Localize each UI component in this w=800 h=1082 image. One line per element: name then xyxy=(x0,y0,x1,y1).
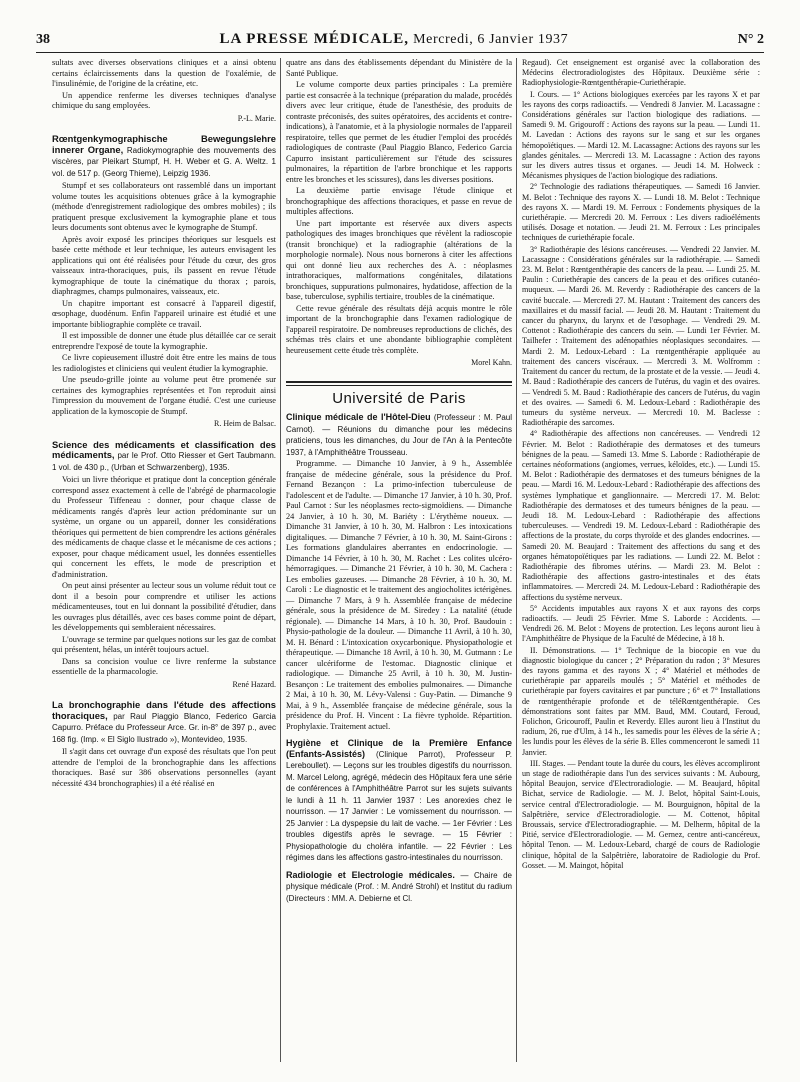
column-divider xyxy=(516,58,517,1062)
paragraph: Le volume comporte deux parties principales : La première partie est consacrée à la technique (préparation du malade, procédés divers avec leur critique, étude de l'anesthésie, des produits de contraste préconisés, des suites opératoires, des accidents et contre-indications), à l'anatomie, et à la physiologie normales de l'appareil respiratoire, telles que permet de les étudier l'emploi des procédés radiologiques de contraste (Paul Piaggio Blanco, Federico Garcia Capurro insistant particulièrement sur l'étude des scissures pulmonaires, la répartition de l'arbre bronchique et les rapports entre les bronches et les scissures), dans les diverses positions. xyxy=(286,80,512,184)
section-rule xyxy=(286,381,512,383)
book-title: Science des médicaments et classification des médicaments, xyxy=(52,438,276,460)
course-heading xyxy=(286,412,512,458)
paragraph: La deuxième partie envisage l'étude clinique et bronchographique des affections thoraciques, et passe en revue de multiples affections. xyxy=(286,186,512,216)
course-title: Clinique médicale de l'Hôtel-Dieu xyxy=(286,412,431,422)
review-signature: René Hazard. xyxy=(232,679,276,689)
issue-date: Mercredi, 6 Janvier 1937 xyxy=(413,32,569,47)
course-title: Radiologie et Electrologie médicales. xyxy=(286,869,455,880)
paragraph: Stumpf et ses collaborateurs ont rassemblé dans un important volume toutes les acquisitions obtenues grâce à la kymographie (méthode d'enregistrement radiologique des ombres mobiles) ; ils pratiquent presque exclusivement la kymographie plane et tous leurs documents sont obtenus avec le kymographe de Stumpf. xyxy=(52,181,276,232)
paragraph: On peut ainsi présenter au lecteur sous un volume réduit tout ce dont il a besoin pour comprendre et utiliser les actions médicamenteuses, tout en lui donnant la possibilité d'étudier, dans les ouvrages plus détaillés, avec ces bases comme point de départ, les développements qui sembleraient nécessaires. xyxy=(52,581,276,632)
column-3 xyxy=(522,58,760,1076)
paragraph: Ce livre copieusement illustré doit être entre les mains de tous les radiologistes et cliniciens qui veulent étudier la kymographie. xyxy=(52,353,276,373)
paragraph: Dans sa concision voulue ce livre renferme la substance essentielle de la pharmacologie. xyxy=(52,656,276,676)
paragraph: Un chapitre important est consacré à l'appareil digestif, œsophage, duodénum. Enfin l'appareil urinaire est étudié et une importante bibliographie complète ce travail. xyxy=(52,298,276,329)
column-1 xyxy=(52,58,276,1076)
paragraph: II. Démonstrations. — 1° Technique de la biocopie en vue du diagnostic biologique du cancer ; 2° Préparation du radon ; 3° Mesures des rayons gamma et des rayons X ; 4° Matériel et méthodes de curiethérapie par appareils moulés ; 5° Matériel et méthodes de curiethérapie par foyers cavitaires et par puncture ; 6° et 7° Installations de rœntgenthérapie profonde et de téléRœntgenthérapie. Ces démonstrations sont faites par MM. Baud, MM. Coutard, Feroud, Folichon, Gricouroff, Paulin et Reverdy. Elles auront lieu à l'Institut du radium, 26, rue d'Ulm, à 14 h., les samedis pour les élèves de la série A ; les lundis pour les élèves de la série B. Elles commenceront le samedi 11 Janvier. xyxy=(522,645,760,757)
section-title: Université de Paris xyxy=(332,389,466,407)
paragraph: L'ouvrage se termine par quelques notions sur les gaz de combat qui présentent, hélas, un intérêt toujours actuel. xyxy=(52,634,276,654)
course-heading xyxy=(286,738,512,864)
paragraph: Programme. — Dimanche 10 Janvier, à 9 h., Assemblée française de médecine générale, sous la présidence du Prof. Fernand Bezançon : La primo-infection tuberculeuse de l'adolescent et de l'adulte. — Dimanche 17 Janvier, à 10 h. 30, Prof. Paul Carnot : Sur les néoplasmes recto-sigmoïdiens. — Dimanche 24 Janvier, à 10 h. 30, M. Bariéty : L'érythème noueux. — Dimanche 31 Janvier, à 10 h. 30, M. Halbron : Les intoxications digitaliques. — Dimanche 7 Février, à 10 h. 30, M. Saint-Girons : Les formations glandulaires aberrantes en endocrinologie. — Dimanche 14 Février, à 10 h. 30, M. Rachet : Les colites ulcéro-hémorragiques. — Dimanche 21 Février, à 10 h. 30, M. Cachera : Les embolies gazeuses. — Dimanche 28 Février, à 10 h. 30, M. Caroli : Le diagnostic et le traitement des angiocholites ictérigènes. — Dimanche 7 Mars, à 9 h. Assemblée française de médecine générale, sous la présidence de M. Siredey : La natalité (étude régionale). — Dimanche 14 Mars, à 10 h. 30, Prof. Baudouin : Physio-pathologie de la douleur. — Dimanche 11 Avril, à 10 h. 30, M. H. Bénard : L'intoxication oxycarbonique. Physiopathologie et thérapeutique. — Dimanche 18 Avril, à 10 h. 30, M. Gutmann : Le cancer ulcériforme de l'estomac. Diagnostic clinique et radiologique. — Dimanche 25 Avril, à 10 h. 30, M. Justin-Besançon : Le traitement des embolies pulmonaires. — Dimanche 2 Mai, à 10 h. 30, M. Lévy-Valensi : Guy-Patin. — Dimanche 9 Mai, à 9 h., Assemblée française de médecine générale, sous la présidence du Prof. H. Vincent : La fièvre typhoïde. Répartition. Prophylaxie. Traitement actuel. xyxy=(286,459,512,731)
book-title: Rœntgenkymographische Bewegungslehre innerer Organe, xyxy=(52,133,276,155)
paragraph: I. Cours. — 1° Actions biologiques exercées par les rayons X et par les rayons des corps radioactifs. — Vendredi 8 Janvier. M. Lacassagne : Considérations générales sur l'action biologique des radiations. — Samedi 9. M. Grigouroff : Actions des rayons sur la peau. — Lundi 11. M. Lavedan : Actions des rayons sur le sang et sur les organes hémopoïétiques. — Mardi 12. M. Lacassagne: Actions des rayons sur les glandes génitales. — Mercredi 13. M. Lacassagne : Action des rayons sur les divers autres tissus et organes. — Jeudi 14. M. Holweck : Mécanismes physiques de l'action biologique des radiations. xyxy=(522,89,760,181)
book-review-heading xyxy=(52,134,276,179)
paragraph: Cette revue générale des résultats déjà acquis montre le rôle important de la bronchographie dans l'examen radiologique de l'appareil respiratoire. De nombreuses reproductions de clichés, des schémas très clairs et une abondante bibliographie complètent heureusement cette étude très complète. xyxy=(286,303,512,355)
paragraph: Un appendice renferme les diverses techniques d'analyse chimique du sang employées. xyxy=(52,90,276,110)
book-reference: par Raul Piaggio Blanco, Federico Garcia Capurro. Préface du Professeur Arce. Gr. in-8° de 397 p., avec 168 fig. (Imp. « El Siglo Ilustrado »), Montevideo, 1935. xyxy=(52,711,276,744)
journal-name: LA PRESSE MÉDICALE, xyxy=(219,31,409,47)
course-title: Hygiène et Clinique de la Première Enfance (Enfants-Assistés) xyxy=(286,738,512,759)
paragraph: Voici un livre théorique et pratique dont la conception générale correspond assez exactement à celle de l'abrégé de pharmacologie du Professeur Tiffeneau : donner, pour chaque classe de médicaments rangés d'après leur action prédominante sur un système, un organe ou un appareil, donner les considérations théoriques qui permettent de bien comprendre les actions générales des médicaments de chaque classe et le mécanisme de ces actions ; exposer, pour chaque médicament usuel, les données essentielles qui concernent les effets, le mode de prescription et d'administration. xyxy=(52,475,276,579)
column-2 xyxy=(286,58,512,1076)
page-number: 38 xyxy=(36,32,50,47)
paragraph: Il est impossible de donner une étude plus détaillée car ce serait entreprendre l'exposé de toute la kymographie. xyxy=(52,331,276,351)
paragraph: Il s'agit dans cet ouvrage d'un exposé des résultats que l'on peut attendre de l'emploi de la bronchographie dans les affections thoraciques. Basé sur 386 observations personnelles (ayant nécessité 434 bronchographies) il a été réalisé en xyxy=(52,747,276,788)
column-divider xyxy=(280,58,281,1062)
book-title: La bronchographie dans l'étude des affections thoraciques, xyxy=(52,699,276,721)
course-intro: (Professeur : M. Paul Carnot). — Réunions du dimanche pour les médecins praticiens, tous les dimanches, du Jour de l'An à la Pentecôte 1937, à l'Amphithéâtre Trousseau. xyxy=(286,413,512,457)
review-signature: Morel Kahn. xyxy=(471,358,512,367)
paragraph: III. Stages. — Pendant toute la durée du cours, les élèves accompliront un stage de radiothérapie dans l'un des services suivants : M. Aubourg, hôpital Beaujon, service d'Electroradiologie. — M. Beaujard, hôpital Bichat, service de Radiologie. — M. J. Belot, hôpital Saint-Louis, service central d'Electroradiologie. — M. Bourguignon, hôpital de la Salpêtrière, service d'Electroradiologie. — M. Cottenot, hôpital Broussais, service d'Electroradiographie. — M. Delherm, hôpital de la Pitié, service d'Electroradiologie. — M. Gernez, centre anti-cancéreux, hôpital Tenon. — M. Ledoux-Lebard, chargé de cours de Radiologie clinique, hôpital de la Salpêtrière, laboratoire de Radiologie du Prof. Gosset. — M. Maingot, hôpital xyxy=(522,758,760,870)
book-reference: par le Prof. Otto Riesser et Gert Taubmann. 1 vol. de 430 p., (Urban et Schwarzenberg), 1935. xyxy=(52,451,276,472)
review-continuation: sultats avec diverses observations cliniques et a ainsi obtenu certains éclaircissements dans la question de l'oxalémie, de l'insulinémie, de l'origine de la créatine, etc. xyxy=(52,58,276,88)
paragraph: Une pseudo-grille jointe au volume peut être promenée sur certaines des kymographies représentées et l'on reproduit ainsi l'impression du mouvement de l'organe étudié. C'est une curieuse application de la kymoscopie de Stumpf. xyxy=(52,375,276,416)
running-title xyxy=(220,31,569,48)
book-review-heading xyxy=(52,700,276,745)
paragraph: 4° Radiothérapie des affections non cancéreuses. — Vendredi 12 Février. M. Belot : Radiothérapie des dermatoses et des tumeurs bénignes de la peau. — Samedi 13. Mme S. Laborde : Radiothérapie de certaines néoformations (angiomes, verrues, kéloïdes, etc.). — Lundi 15. M. Belot : Radiothérapie des dermatoses et des tumeurs bénignes de la peau. — Mardi 16. M. Ledoux-Lebard : Radiothérapie des affections des systèmes lymphatique et ganglionnaire. — Mercredi 17. M. Belot: Radiothérapie des dermatoses et des tumeurs bénignes de la peau. — Jeudi 18. M. Ledoux-Lebard : Radiothérapie des affections tuberculeuses. — Vendredi 19. M. Ledoux-Lebard : Radiothérapie des affections de la prostate, du corps thyroïde et des glandes endocrines. — Samedi 20. M. Beaujard : Traitement des affections du sang et des organes hématopoïétiques par les radiations. — Lundi 22. M. Belot : Radiothérapie des fibromes utérins. — Mardi 23. M. Belot : Radiothérapie des affections gastro-intestinales et des états inflammatoires. — Mercredi 24. M. Ledoux-Lebard : Radiothérapie des affections du système nerveux. xyxy=(522,429,760,602)
paragraph: Une part importante est réservée aux divers aspects pathologiques des images bronchiques que révèlent la radioscopie (transit bronchique) et la radiographie (altérations de la morphologie normale). Nous nous bornerons à citer les affections qui ont donné lieu aux recherches des A. : néoplasmes intrathoraciques, malformations congénitales, dilatations bronchiques, suppurations pulmonaires, hydatidose, affection de la base, tuberculose, syphilis tertiaire, troubles de la cinématique. xyxy=(286,218,512,301)
page-header xyxy=(36,26,764,53)
course-intro: (Clinique Parrot), Professeur P. Lereboullet). — Leçons sur les troubles digestifs du nourrisson. M. Marcel Lelong, agrégé, médecin des Hôpitaux fera une série de conférences à l'Amphithéâtre Parrot sur les sujets suivants le lundi à 11 h. 11 Janvier 1937 : Les anorexies chez le nourrisson. — 17 Janvier : Le vomissement du nourrisson. — 25 Janvier : La dyspepsie du lait de vache. — 1er Février : Les troubles digestifs après le sevrage. — 15 Février : Physiopathologie du choléra infantile. — 22 Février : Les régimes dans les affections gastro-intestinales du nourrisson. xyxy=(286,749,512,862)
paragraph: Après avoir exposé les principes théoriques sur lesquels est basée cette méthode et leur technique, les auteurs envisagent les applications qui ont été réalisées pour l'étude du cœur, des gros vaisseaux intra-thoraciques, puis, ils passent en revue l'étude kymographique de toute la cinématique du thorax ; parois, diaphragmes, champs pulmonaires, vaisseaux, etc. xyxy=(52,234,276,296)
review-continuation: quatre ans dans des établissements dépendant du Ministère de la Santé Publique. xyxy=(286,58,512,78)
course-heading xyxy=(286,870,512,905)
section-rule xyxy=(286,385,512,386)
paragraph: Regaud). Cet enseignement est organisé avec la collaboration des Médecins électroradiologistes des Hôpitaux. Deuxième série : Radiophysiologie-Rœntgenthérapie-Curiethérapie. xyxy=(522,58,760,88)
paragraph: 5° Accidents imputables aux rayons X et aux rayons des corps radioactifs. — Jeudi 25 Février. Mme S. Laborde : Accidents. — Vendredi 26. M. Belot : Moyens de protection. Les leçons auront lieu à l'Amphithéâtre de Physique de la Faculté de Médecine, à 18 h. xyxy=(522,603,760,644)
paragraph: 2° Technologie des radiations thérapeutiques. — Samedi 16 Janvier. M. Belot : Technique des rayons X. — Lundi 18. M. Belot : Technique des rayons X. — Mardi 19. M. Ferroux : Fondements physiques de la curiethérapie. — Mercredi 20. M. Ferroux : Les divers radioéléments utilisés. Dosage et notation. — Jeudi 21. M. Ferroux : Les principales techniques de curiethérapie focale. xyxy=(522,182,760,243)
review-signature: P.-L. Marie. xyxy=(237,113,276,123)
book-reference: Radiokymographie des mouvements des viscères, par Pleikart Stumpf, H. H. Weber et G. A. Weltz. 1 vol. de 517 p. (Georg Thieme), Leipzig 1936. xyxy=(52,145,276,178)
review-signature: R. Heim de Balsac. xyxy=(214,419,276,428)
book-review-heading xyxy=(52,440,276,474)
course-intro: — Chaire de physique médicale (Prof. : M. André Strohl) et Institut du radium (Directeurs : MM. A. Debierne et Cl. xyxy=(286,870,512,903)
paragraph: 3° Radiothérapie des lésions cancéreuses. — Vendredi 22 Janvier. M. Lacassagne : Considérations générales sur la radiothérapie. — Samedi 23. M. Belot : Rœntgenthérapie des cancers de la peau. — Lundi 25. M. Paulin : Curiethérapie des cancers de la peau et des orifices cutanéo-muqueux. — Mardi 26. M. Reverdy : Radiothérapie des cancers de la cavité buccale. — Mercredi 27. M. Hautant : Traitement des cancers des maxillaires et du massif facial. — Jeudi 28. M. Hautant : Traitement du cancer du pharynx, du larynx et de l'œsophage. — Vendredi 29. M. Cottenot : Radiothérapie des cancers du sein. — Lundi 1er Février. M. Tailhefer : Traitement des adénopathies néoplasiques secondaires. — Mardi 2. M. Ledoux-Lebard : La rœntgenthérapie appliquée au traitement des cancers viscéraux. — Mercredi 3. M. Wolfromm : Traitement du cancer du rectum, de la prostate et de la vessie. — Jeudi 4. M. Baud : Radiothérapie des cancers de l'utérus, du vagin et des ovaires. — Vendredi 5. M. Baud : Radiothérapie des cancers de l'utérus, du vagin et des ovaires. — Samedi 6. M. Ledoux-Lebard : Radiothérapie des tumeurs du système nerveux. — Mercredi 10. M. Baclesse : Radiothérapie des sarcomes. xyxy=(522,244,760,428)
issue-number: N° 2 xyxy=(737,32,764,47)
